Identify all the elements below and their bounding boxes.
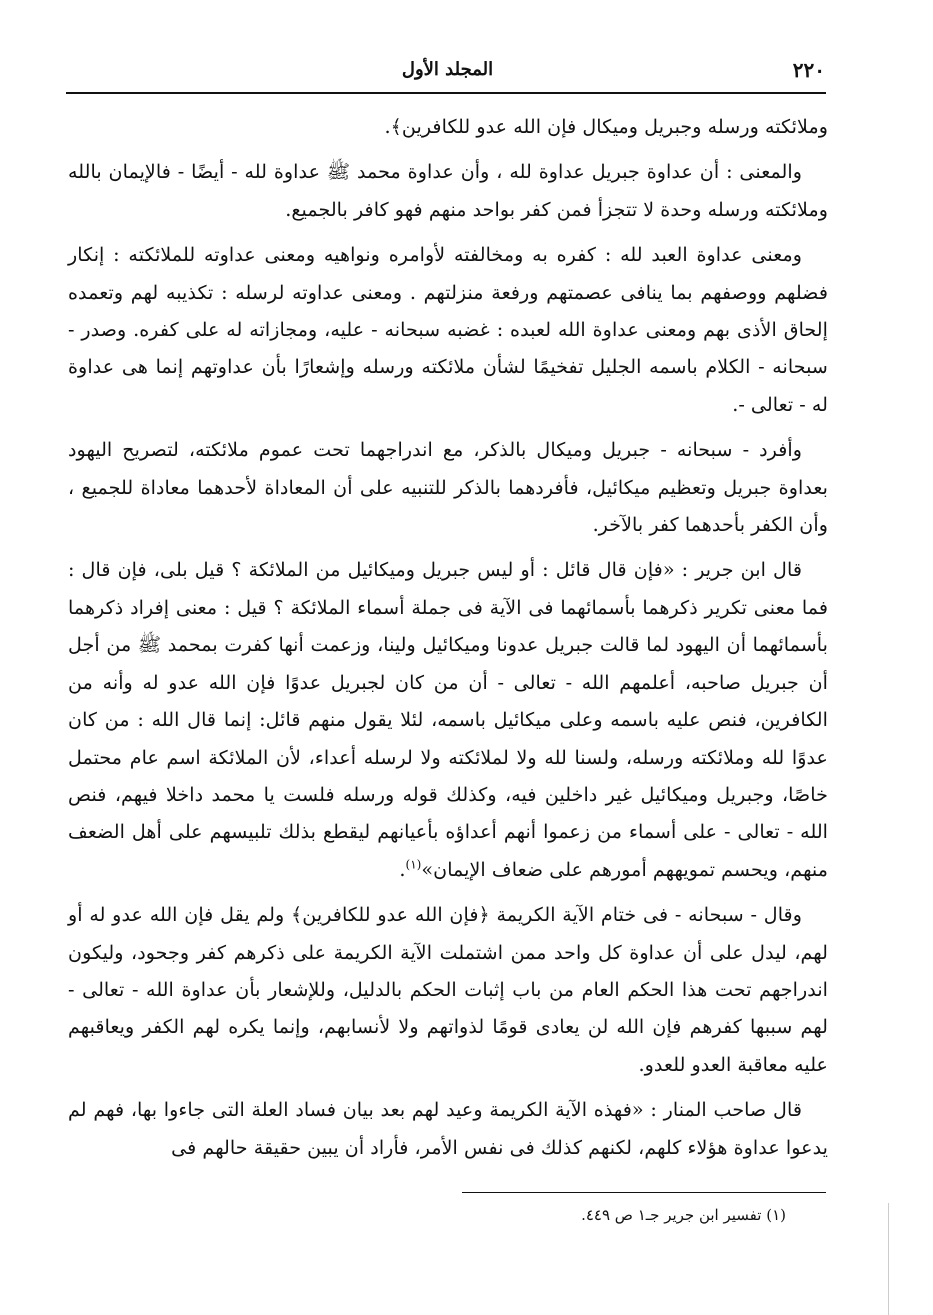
page-number: ٢٢٠ <box>792 58 825 82</box>
paragraph-text: قال ابن جرير : «فإن قال قائل : أو ليس جبريل وميكائيل من الملائكة ؟ قيل بلى، فإن قال : فما معنى تكرير ذكرهما بأسمائهما فى الآية فى جملة أسماء الملائكة ؟ قيل : معنى إفراد ذكرهما بأسمائهما أن اليهود لما قالت جبريل عدونا وميكائيل ولينا، وزعمت أنها كفرت بمحمد ﷺ من أجل أن جبريل صاحبه، أعلمهم الله - تعالى - أن من كان لجبريل عدوًا فإن الله عدو له وأنه من الكافرين، فنص عليه باسمه وعلى ميكائيل باسمه، لئلا يقول منهم قائل: إنما قال الله : من كان عدوًا لله وملائكته ورسله، ولسنا لله ولا لملائكته ولا لرسله أعداء، لأن الملائكة اسم عام محتمل خاصًا، وجبريل وميكائيل غير داخلين فيه، وكذلك قوله ورسله فلست يا محمد داخلا فيهم، فنص الله - تعالى - على أسماء من زعموا أنهم أعداؤه بأعيانهم ليقطع بذلك تلبيسهم على أهل الضعف منهم، ويحسم تمويههم أمورهم على ضعاف الإيمان» <box>68 558 828 881</box>
paragraph: والمعنى : أن عداوة جبريل عداوة لله ، وأن عداوة محمد ﷺ عداوة لله - أيضًا - فالإيمان بالله وملائكته ورسله وحدة لا تتجزأ فمن كفر بواحد منهم فهو كافر بالجميع. <box>68 160 828 221</box>
paragraph: وأفرد - سبحانه - جبريل وميكال بالذكر، مع اندراجهما تحت عموم ملائكته، لتصريح اليهود بعداوة جبريل وتعظيم ميكائيل، فأفردهما بالذكر للتنبيه على أن المعاداة لأحدهما معاداة للجميع ، وأن الكفر بأحدهما كفر بالآخر. <box>68 438 828 537</box>
header-rule <box>66 92 826 94</box>
body-text <box>68 108 828 1174</box>
paragraph-quote: قال ابن جرير : «فإن قال قائل : أو ليس جبريل وميكائيل من الملائكة ؟ قيل بلى، فإن قال : فما معنى تكرير ذكرهما بأسمائهما فى الآية فى جملة أسماء الملائكة ؟ قيل : معنى إفراد ذكرهما بأسمائهما أن اليهود لما قالت جبريل عدونا وميكائيل ولينا، وزعمت أنها كفرت بمحمد ﷺ من أجل أن جبريل صاحبه، أعلمهم الله - تعالى - أن من كان لجبريل عدوًا فإن الله عدو له وأنه من الكافرين، فنص عليه باسمه وعلى ميكائيل باسمه، لئلا يقول منهم قائل: إنما قال الله : من كان عدوًا لله وملائكته ورسله، ولسنا لله ولا لملائكته ولا لرسله أعداء، لأن الملائكة اسم عام محتمل خاصًا، وجبريل وميكائيل غير داخلين فيه، وكذلك قوله ورسله فلست يا محمد داخلا فيهم، فنص الله - تعالى - على أسماء من زعموا أنهم أعداؤه بأعيانهم ليقطع بذلك تلبيسهم على أهل الضعف منهم، ويحسم تمويههم أمورهم على ضعاف الإيمان»$^{(١)}$. <box>68 558 828 881</box>
paragraph: وملائكته ورسله وجبريل وميكال فإن الله عدو للكافرين﴾. <box>384 115 828 138</box>
paragraph: ومعنى عداوة العبد لله : كفره به ومخالفته لأوامره ونواهيه ومعنى عداوته للملائكته : إنكار فضلهم ووصفهم بما ينافى عصمتهم ورفعة منزلتهم . ومعنى عداوته لرسله : تكذيبه لهم وتعمده إلحاق الأذى بهم ومعنى عداوة الله لعبده : غضبه سبحانه - عليه، ومجازاته له على كفره. وصدر - سبحانه - الكلام باسمه الجليل تفخيمًا لشأن ملائكته ورسله وإشعارًا بأن عداوتهم إنما هى عداوة له - تعالى -. <box>68 243 828 416</box>
paragraph: وقال - سبحانه - فى ختام الآية الكريمة ﴿فإن الله عدو للكافرين﴾ ولم يقل فإن الله عدو له أو لهم، ليدل على أن عداوة كل واحد ممن اشتملت الآية الكريمة على ذكرهم كفر وجحود، وليكون اندراجهم تحت هذا الحكم العام من باب إثبات الحكم بالدليل، وللإشعار بأن عداوة الله - تعالى - لهم سببها كفرهم فإن الله لن يعادى قومًا لذواتهم ولا لأنسابهم، وإنما يكره لهم الكفر ويعاقبهم عليه معاقبة العدو للعدو. <box>68 903 828 1076</box>
page-header <box>70 54 825 90</box>
scan-margin-line <box>888 1203 889 1315</box>
running-title: المجلد الأول <box>401 59 494 80</box>
footnote-rule <box>462 1192 826 1193</box>
paragraph: قال صاحب المنار : «فهذه الآية الكريمة وعيد لهم بعد بيان فساد العلة التى جاءوا بها، فهم لم يدعوا عداوة هؤلاء كلهم، لكنهم كذلك فى نفس الأمر، فأراد أن يبين حقيقة حالهم فى <box>68 1098 828 1159</box>
footnote: (١) تفسير ابن جرير جـ١ ص ٤٤٩. <box>581 1206 786 1224</box>
footnote-reference: (١) <box>405 857 422 872</box>
